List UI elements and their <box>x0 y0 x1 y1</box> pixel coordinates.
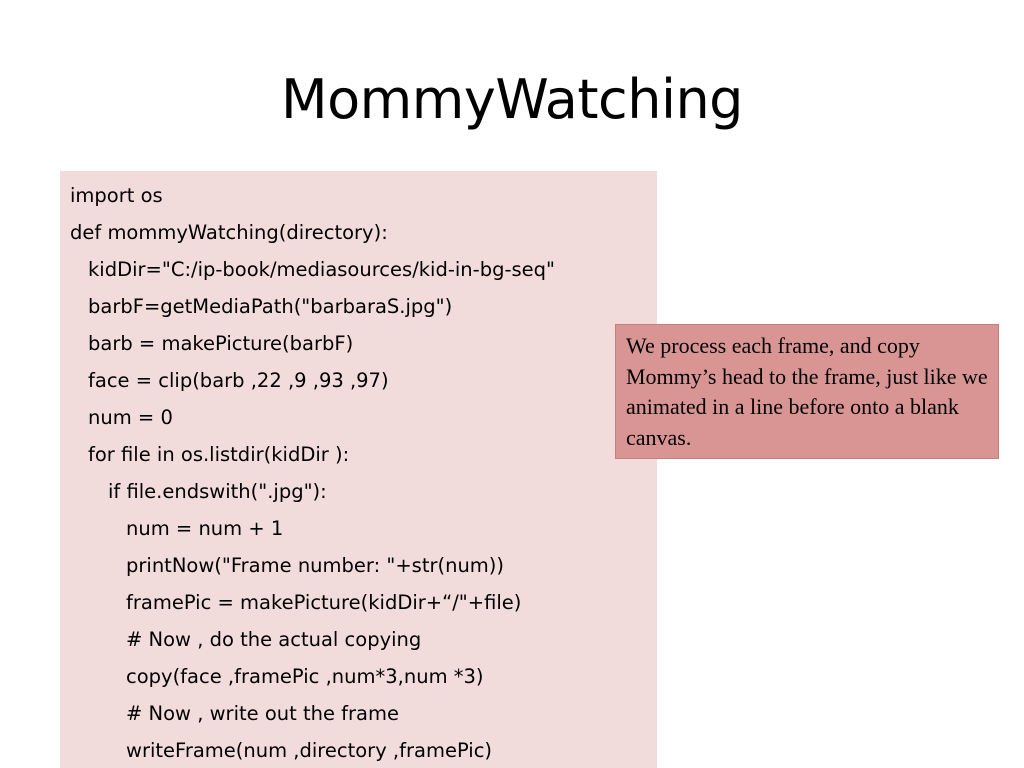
code-line: import os <box>70 184 163 207</box>
code-block <box>60 171 657 768</box>
code-line: num = num + 1 <box>126 517 284 540</box>
code-line: # Now , write out the frame <box>126 702 399 725</box>
code-line: num = 0 <box>88 406 173 429</box>
code-line: writeFrame(num ,directory ,framePic) <box>126 739 493 762</box>
code-line: kidDir="C:/ip-book/mediasources/kid-in-bg-seq" <box>88 258 555 281</box>
code-line: for file in os.listdir(kidDir ): <box>88 443 350 466</box>
code-line: face = clip(barb ,22 ,9 ,93 ,97) <box>88 369 389 392</box>
code-line: # Now , do the actual copying <box>126 628 422 651</box>
code-line: barb = makePicture(barbF) <box>88 332 354 355</box>
code-line: copy(face ,framePic ,num*3,num *3) <box>126 665 484 688</box>
code-line: if file.endswith(".jpg"): <box>108 480 327 503</box>
slide-title: MommyWatching <box>281 68 743 131</box>
code-line: def mommyWatching(directory): <box>70 221 388 244</box>
code-line: framePic = makePicture(kidDir+“/"+file) <box>126 591 522 614</box>
callout-box: We process each frame, and copy Mommy’s head to the frame, just like we animated in a line before onto a blank canvas. <box>615 324 999 459</box>
code-line: barbF=getMediaPath("barbaraS.jpg") <box>88 295 453 318</box>
code-line: printNow("Frame number: "+str(num)) <box>126 554 505 577</box>
